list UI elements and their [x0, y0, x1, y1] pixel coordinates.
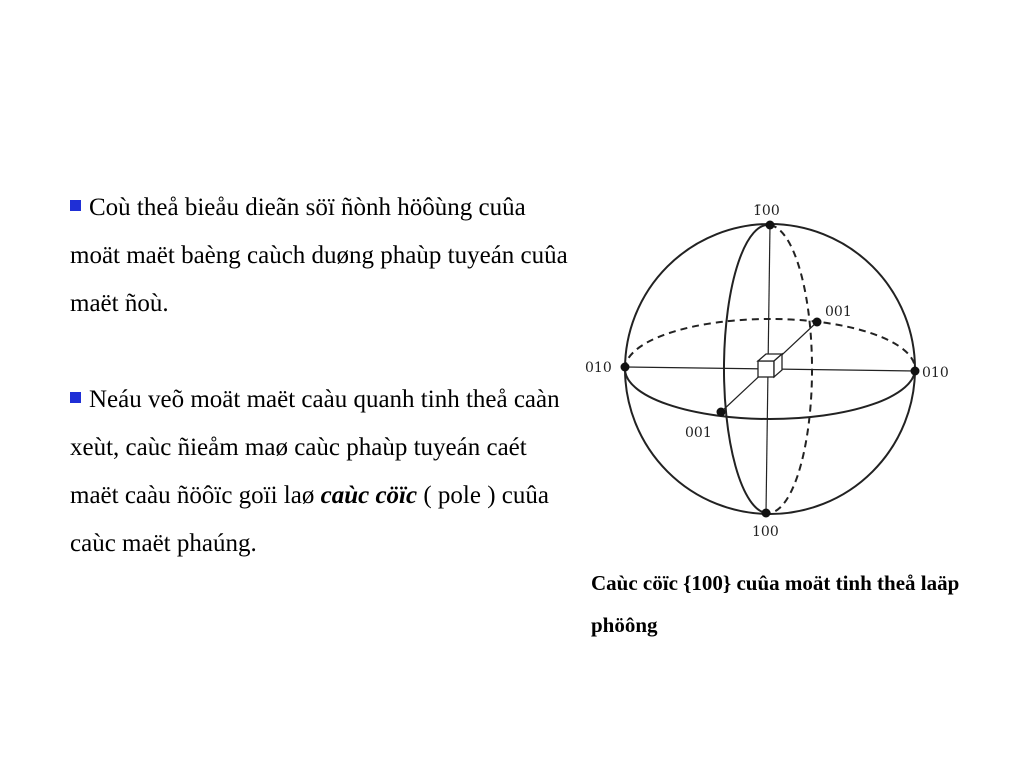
- pole-right: [911, 367, 920, 376]
- pole-left: [621, 363, 630, 372]
- label-right: 010: [922, 365, 949, 381]
- paragraph-2-text-before: Neáu veõ moät maët caàu quanh tinh theå caàn xeùt, caùc ñieåm maø caùc phaùp tuyeán caét maët caàu ñöôïc goïi laø: [70, 386, 560, 509]
- bullet-square-icon: [70, 200, 81, 211]
- pole-bottom: [762, 509, 771, 518]
- label-bottom: 100: [752, 524, 779, 540]
- paragraph-1-text: Coù theå bieåu dieãn söï ñònh höôùng cuûa moät maët baèng caùch duøng phaùp tuyeán cuûa maët ñoù.: [70, 194, 568, 317]
- label-top: 1̄00: [753, 203, 780, 219]
- text-block: [70, 184, 575, 616]
- pole-lower: [717, 408, 726, 417]
- paragraph-2-text-after: ( pole ) cuûa caùc maët phaúng.: [70, 482, 549, 557]
- bullet-square-icon: [70, 392, 81, 403]
- paragraph-2: [70, 376, 575, 568]
- cube-icon: [758, 354, 782, 377]
- paragraph-2-term: caùc cöïc: [320, 482, 418, 509]
- pole-top: [766, 221, 775, 230]
- paragraph-1: [70, 184, 575, 328]
- pole-sphere-diagram: [580, 195, 970, 550]
- pole-upper: [813, 318, 822, 327]
- label-left: 010: [585, 360, 612, 376]
- figure-caption: Caùc cöïc {100} cuûa moät tinh theå laäp phöông: [591, 571, 960, 637]
- label-lower: 001: [685, 425, 712, 441]
- label-upper: 001: [825, 304, 852, 320]
